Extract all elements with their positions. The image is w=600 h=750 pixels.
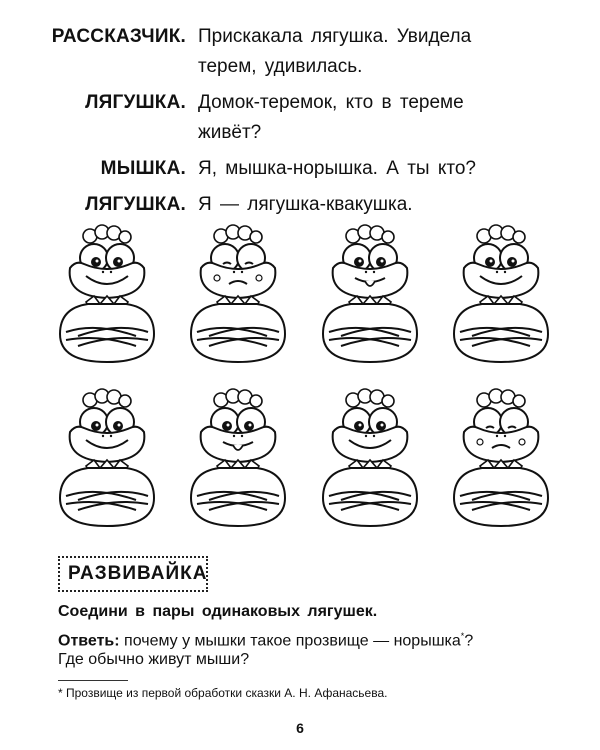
frog-smile-illustration bbox=[48, 386, 166, 528]
dialogue bbox=[0, 22, 600, 226]
speech-line: Я — лягушка-квакушка. bbox=[198, 194, 413, 215]
speech-text bbox=[198, 22, 508, 82]
frog-sad-illustration bbox=[442, 386, 560, 528]
frog-sad-illustration bbox=[179, 222, 297, 364]
speech-line: Я, мышка-норышка. А ты кто? bbox=[198, 158, 476, 179]
speaker-narrator: РАССКАЗЧИК. bbox=[51, 26, 186, 47]
frog-smile-illustration bbox=[442, 222, 560, 364]
frog-tongue-illustration bbox=[179, 386, 297, 528]
footnote-mark: * bbox=[460, 631, 465, 641]
task-match-pairs: Соедини в пары одинаковых лягушек. bbox=[58, 603, 378, 620]
page-number: 6 bbox=[296, 720, 304, 736]
dialogue-line bbox=[0, 22, 600, 82]
frog-tongue-illustration bbox=[311, 222, 429, 364]
frog-smile-illustration bbox=[48, 222, 166, 364]
dialogue-line bbox=[0, 154, 600, 184]
speech-line: терем, удивилась. bbox=[198, 56, 363, 77]
speech-line: Домок-теремок, кто в тереме bbox=[198, 92, 464, 113]
section-title-box bbox=[58, 556, 208, 592]
footnote: * Прозвище из первой обработки сказки А. Н. Афанасьева. bbox=[58, 686, 388, 700]
speaker-frog: ЛЯГУШКА. bbox=[85, 194, 186, 215]
speech-text bbox=[198, 88, 508, 148]
task-where-mice-live: Где обычно живут мыши? bbox=[58, 651, 250, 668]
task-answer-text: почему у мышки такое прозвище — норышка bbox=[119, 632, 461, 650]
speech-text bbox=[198, 154, 508, 184]
task-answer-end: ? bbox=[464, 632, 474, 650]
speech-text bbox=[198, 190, 508, 220]
dialogue-line bbox=[0, 88, 600, 148]
task-answer-label: Ответь: bbox=[58, 632, 120, 650]
section-title: РАЗВИВАЙКА bbox=[68, 563, 208, 584]
frog-row bbox=[48, 386, 560, 528]
speech-line: Прискакала лягушка. Увидела bbox=[198, 26, 472, 47]
speaker-frog: ЛЯГУШКА. bbox=[85, 92, 186, 113]
dialogue-line bbox=[0, 190, 600, 220]
frog-smile-illustration bbox=[311, 386, 429, 528]
frog-row bbox=[48, 222, 560, 364]
speaker-mouse: МЫШКА. bbox=[100, 158, 186, 179]
speech-line: живёт? bbox=[198, 122, 262, 143]
frog-grid bbox=[48, 222, 560, 550]
footnote-divider bbox=[58, 680, 128, 681]
